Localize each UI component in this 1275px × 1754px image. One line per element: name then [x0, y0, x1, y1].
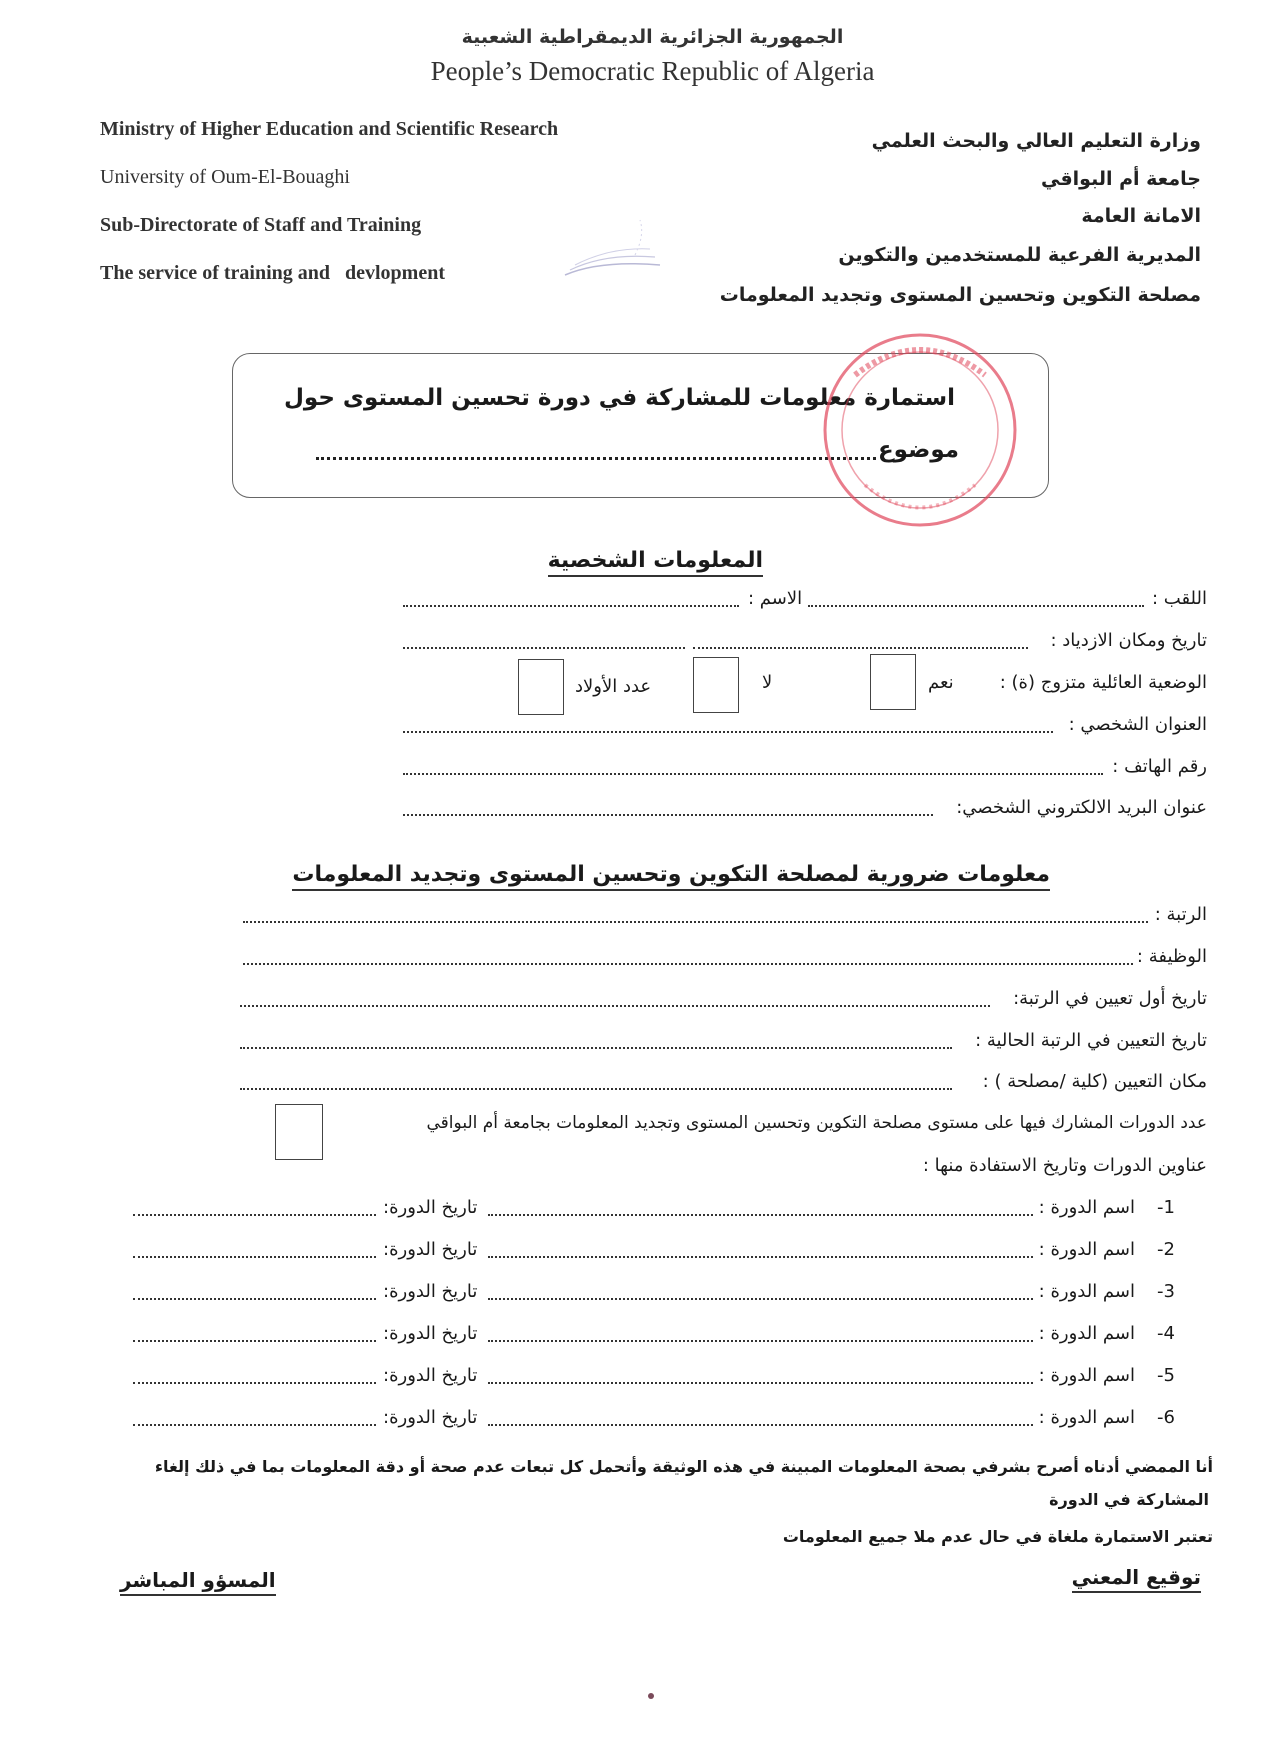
- course-date-field[interactable]: [133, 1288, 376, 1300]
- republic-english: People’s Democratic Republic of Algeria: [430, 56, 875, 86]
- course-name-label: اسم الدورة :: [1038, 1239, 1135, 1260]
- course-name-field[interactable]: [488, 1288, 1033, 1300]
- surname-field[interactable]: [808, 595, 1144, 607]
- signature-supervisor: المسؤو المباشر: [120, 1568, 276, 1596]
- service-en: The service of training and devlopment: [100, 262, 445, 284]
- course-date-field[interactable]: [133, 1330, 376, 1342]
- republic-arabic: الجمهورية الجزائرية الديمقراطية الشعبية: [461, 26, 844, 48]
- form-subject-label: موضوع: [877, 437, 959, 463]
- course-date-label: تاريخ الدورة:: [383, 1239, 478, 1260]
- course-date-field[interactable]: [133, 1414, 376, 1426]
- course-number: -5: [1157, 1365, 1175, 1386]
- appointment-place-label: مكان التعيين (كلية /مصلحة ) :: [982, 1071, 1207, 1092]
- course-date-label: تاريخ الدورة:: [383, 1197, 478, 1218]
- course-date-label: تاريخ الدورة:: [383, 1323, 478, 1344]
- invalid-form-note: تعتبر الاستمارة ملغاة في حال عدم ملا جميع المعلومات: [782, 1527, 1213, 1546]
- courses-count-label: عدد الدورات المشارك فيها على مستوى مصلحة التكوين وتحسين المستوى وتجديد المعلومات بجامعة أم البواقي: [426, 1113, 1207, 1133]
- children-count-box[interactable]: [518, 659, 564, 715]
- email-field[interactable]: [403, 804, 933, 816]
- address-label: العنوان الشخصي :: [1068, 714, 1207, 735]
- courses-titles-label: عناوين الدورات وتاريخ الاستفادة منها :: [922, 1155, 1207, 1176]
- subject-field[interactable]: [316, 445, 876, 460]
- course-name-field[interactable]: [488, 1414, 1033, 1426]
- course-date-label: تاريخ الدورة:: [383, 1281, 478, 1302]
- address-field[interactable]: [403, 721, 1053, 733]
- name-label: الاسم :: [748, 588, 803, 609]
- subdirectorate-en: Sub-Directorate of Staff and Training: [100, 214, 422, 236]
- course-date-field[interactable]: [133, 1372, 376, 1384]
- course-name-field[interactable]: [488, 1372, 1033, 1384]
- course-name-field[interactable]: [488, 1204, 1033, 1216]
- surname-label: اللقب :: [1151, 588, 1207, 609]
- official-stamp-icon: [815, 315, 1025, 545]
- job-field[interactable]: [243, 953, 1133, 965]
- course-number: -2: [1157, 1239, 1175, 1260]
- course-date-field[interactable]: [133, 1204, 376, 1216]
- ministry-ar: وزارة التعليم العالي والبحث العلمي: [871, 130, 1201, 152]
- appointment-place-field[interactable]: [240, 1078, 952, 1090]
- phone-field[interactable]: [403, 763, 1103, 775]
- rank-field[interactable]: [243, 911, 1148, 923]
- job-label: الوظيفة :: [1136, 946, 1207, 967]
- declaration-text: أنا الممضي أدناه أصرح بشرفي بصحة المعلومات المبينة في هذه الوثيقة وأتحمل كل تبعات عدم صحة أو دقة المعلومات بما في ذلك إلغاء: [154, 1457, 1213, 1476]
- phone-label: رقم الهاتف :: [1112, 756, 1207, 777]
- course-name-label: اسم الدورة :: [1038, 1407, 1135, 1428]
- no-label: لا: [762, 672, 773, 693]
- service-info-heading: معلومات ضرورية لمصلحة التكوين وتحسين المستوى وتجديد المعلومات: [292, 862, 1050, 891]
- course-name-label: اسم الدورة :: [1038, 1281, 1135, 1302]
- ministry-en: Ministry of Higher Education and Scientific Research: [100, 118, 559, 140]
- course-name-field[interactable]: [488, 1246, 1033, 1258]
- married-no-checkbox[interactable]: [693, 657, 739, 713]
- service-ar: مصلحة التكوين وتحسين المستوى وتجديد المعلومات: [719, 284, 1201, 306]
- university-en: University of Oum-El-Bouaghi: [100, 166, 350, 188]
- birth-label: تاريخ ومكان الازدياد :: [1050, 630, 1207, 651]
- birth-date-field[interactable]: [693, 637, 1028, 649]
- university-logo-icon: [560, 215, 670, 285]
- course-date-field[interactable]: [133, 1246, 376, 1258]
- course-date-label: تاريخ الدورة:: [383, 1407, 478, 1428]
- course-number: -6: [1157, 1407, 1175, 1428]
- rank-label: الرتبة :: [1154, 904, 1207, 925]
- first-appointment-label: تاريخ أول تعيين في الرتبة:: [1013, 988, 1207, 1009]
- name-field[interactable]: [403, 595, 739, 607]
- courses-count-box[interactable]: [275, 1104, 323, 1160]
- course-number: -4: [1157, 1323, 1175, 1344]
- course-name-field[interactable]: [488, 1330, 1033, 1342]
- current-appointment-field[interactable]: [240, 1037, 952, 1049]
- course-number: -1: [1157, 1197, 1175, 1218]
- course-name-label: اسم الدورة :: [1038, 1197, 1135, 1218]
- married-yes-checkbox[interactable]: [870, 654, 916, 710]
- children-label: عدد الأولاد: [575, 676, 652, 697]
- current-appointment-label: تاريخ التعيين في الرتبة الحالية :: [975, 1030, 1207, 1051]
- marital-label: الوضعية العائلية متزوج (ة) :: [999, 672, 1207, 693]
- course-name-label: اسم الدورة :: [1038, 1323, 1135, 1344]
- form-title: استمارة معلومات للمشاركة في دورة تحسين المستوى حول: [283, 385, 955, 411]
- personal-info-heading: المعلومات الشخصية: [548, 548, 763, 577]
- secretariat-ar: الامانة العامة: [1081, 205, 1201, 227]
- course-date-label: تاريخ الدورة:: [383, 1365, 478, 1386]
- yes-label: نعم: [928, 672, 954, 693]
- course-number: -3: [1157, 1281, 1175, 1302]
- scan-speck: [648, 1693, 654, 1699]
- university-ar: جامعة أم البواقي: [1041, 168, 1201, 190]
- email-label: عنوان البريد الالكتروني الشخصي:: [956, 797, 1207, 818]
- declaration-text-cont: المشاركة في الدورة: [1049, 1490, 1209, 1509]
- first-appointment-field[interactable]: [240, 995, 990, 1007]
- course-name-label: اسم الدورة :: [1038, 1365, 1135, 1386]
- birth-place-field[interactable]: [403, 637, 685, 649]
- signature-concerned: توقيع المعني: [1072, 1565, 1201, 1593]
- subdirectorate-ar: المديرية الفرعية للمستخدمين والتكوين: [838, 244, 1201, 266]
